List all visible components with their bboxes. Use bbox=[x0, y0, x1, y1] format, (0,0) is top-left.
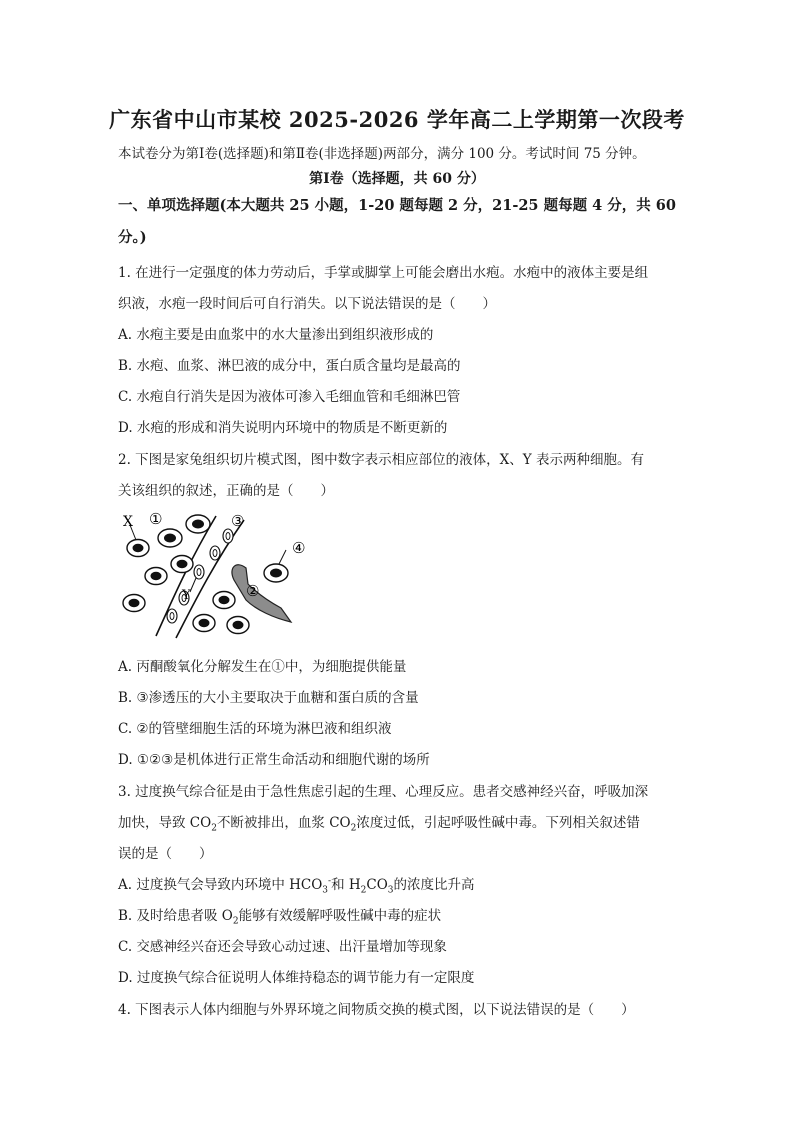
q2-option-d: D. ①②③是机体进行正常生命活动和细胞代谢的场所 bbox=[118, 752, 430, 768]
q3-option-b: B. 及时给患者吸 $O_2$能够有效缓解呼吸性碱中毒的症状 bbox=[118, 908, 442, 927]
q1-option-c: C. 水疱自行消失是因为液体可渗入毛细血管和毛细淋巴管 bbox=[118, 389, 461, 405]
q3-option-d: D. 过度换气综合征说明人体维持稳态的调节能力有一定限度 bbox=[118, 970, 475, 986]
tissue-section-diagram bbox=[116, 508, 316, 643]
blood-cell bbox=[223, 529, 233, 543]
q1-stem-line2: 织液，水疱一段时间后可自行消失。以下说法错误的是（ ） bbox=[118, 296, 496, 312]
blood-cell bbox=[210, 546, 220, 560]
q2-option-b: B. ③渗透压的大小主要取决于血糖和蛋白质的含量 bbox=[118, 690, 419, 706]
label-fluid-1: ① bbox=[149, 510, 163, 528]
q4-stem-line1: 4. 下图表示人体内细胞与外界环境之间物质交换的模式图，以下说法错误的是（ ） bbox=[118, 1002, 635, 1018]
q3-option-a: A. 过度换气会导致内环境中 $HCO_3^-$和 $H_2CO_3$的浓度比升高 bbox=[118, 876, 475, 896]
q3-stem-line3: 误的是（ ） bbox=[118, 846, 213, 862]
section-heading-line1: 一、单项选择题(本大题共 25 小题，1-20 题每题 2 分，21-25 题每题 4 分，共 60 bbox=[118, 197, 676, 214]
label-fluid-3: ③ bbox=[231, 512, 245, 530]
q1-option-d: D. 水疱的形成和消失说明内环境中的物质是不断更新的 bbox=[118, 420, 448, 436]
q1-option-b: B. 水疱、血浆、淋巴液的成分中，蛋白质含量均是最高的 bbox=[118, 358, 461, 374]
label-fluid-4: ④ bbox=[292, 539, 306, 557]
exam-title: 广东省中山市某校 2025-2026 学年高二上学期第一次段考 bbox=[109, 107, 685, 132]
label-y: Y bbox=[182, 588, 191, 603]
q2-stem-line2: 关该组织的叙述，正确的是（ ） bbox=[118, 483, 334, 499]
q3-stem-line2: 加快，导致 $CO_2$不断被排出，血浆 $CO_2$浓度过低，引起呼吸性碱中毒。下列相关叙述错 bbox=[118, 815, 640, 834]
q2-option-a: A. 丙酮酸氧化分解发生在①中，为细胞提供能量 bbox=[118, 659, 407, 675]
exam-intro: 本试卷分为第Ⅰ卷(选择题)和第Ⅱ卷(非选择题)两部分，满分 100 分。考试时间 75 分钟。 bbox=[118, 146, 646, 162]
label-x: X bbox=[123, 514, 133, 530]
blood-cell bbox=[167, 609, 177, 623]
volume-heading: 第Ⅰ卷（选择题，共 60 分） bbox=[309, 171, 485, 187]
q2-option-c: C. ②的管壁细胞生活的环境为淋巴液和组织液 bbox=[118, 721, 392, 737]
q3-option-c: C. 交感神经兴奋还会导致心动过速、出汗量增加等现象 bbox=[118, 939, 447, 955]
q1-stem-line1: 1. 在进行一定强度的体力劳动后，手掌或脚掌上可能会磨出水疱。水疱中的液体主要是组 bbox=[118, 265, 649, 281]
q2-stem-line1: 2. 下图是家兔组织切片模式图，图中数字表示相应部位的液体，X、Y 表示两种细胞。有 bbox=[118, 452, 644, 468]
label-fluid-2: ② bbox=[246, 582, 260, 600]
q1-option-a: A. 水疱主要是由血浆中的水大量渗出到组织液形成的 bbox=[118, 327, 434, 343]
blood-cell bbox=[194, 565, 204, 579]
q3-stem-line1: 3. 过度换气综合征是由于急性焦虑引起的生理、心理反应。患者交感神经兴奋，呼吸加深 bbox=[118, 784, 649, 800]
section-heading-line2: 分。) bbox=[118, 229, 147, 246]
